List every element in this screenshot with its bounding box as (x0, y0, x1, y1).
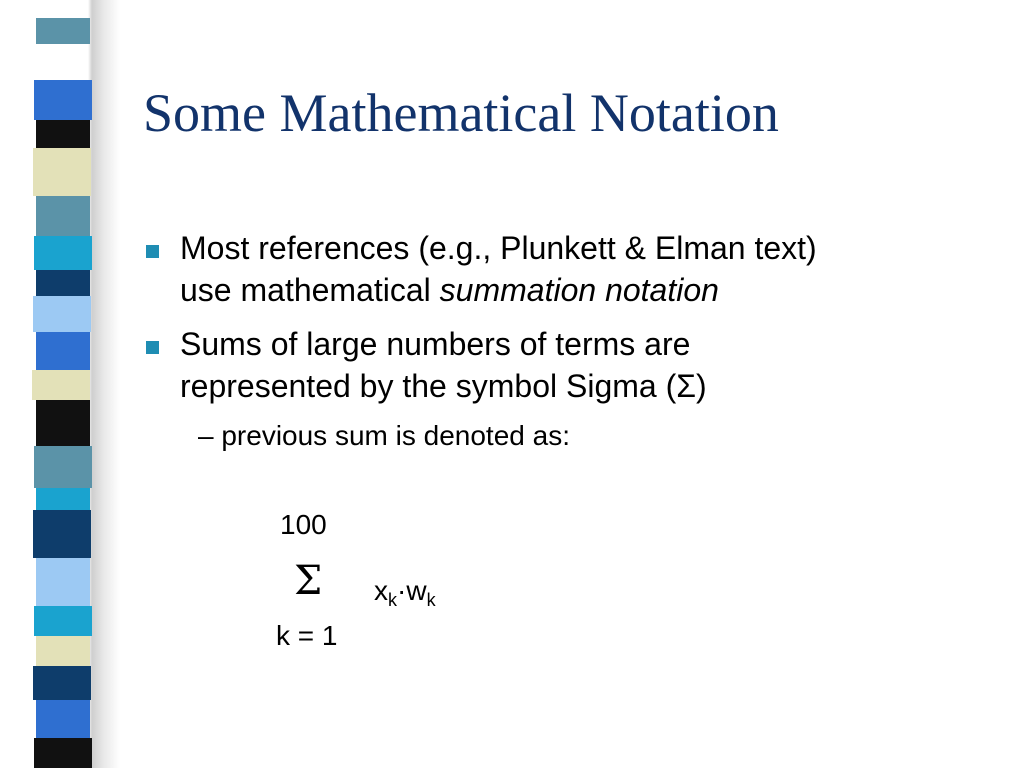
band-block (36, 120, 90, 148)
band-block (36, 18, 90, 44)
bullet-square-icon (146, 245, 159, 258)
slide-title: Some Mathematical Notation (143, 83, 779, 143)
formula-term-x: x (374, 575, 388, 606)
bullet-2-line-1: Sums of large numbers of terms are (180, 326, 691, 362)
formula-term-x-subscript: k (388, 590, 397, 610)
band-block (34, 80, 92, 120)
formula-lower-limit: k = 1 (276, 620, 338, 651)
band-block (32, 370, 90, 400)
formula-term-w-subscript: k (426, 590, 436, 610)
band-block (33, 148, 91, 196)
band-block (36, 636, 90, 666)
band-block (34, 738, 92, 768)
formula-upper-limit: 100 (280, 509, 327, 540)
bullet-square-icon (146, 341, 159, 354)
band-block (36, 196, 90, 236)
sub-bullet: – previous sum is denoted as: (198, 420, 570, 451)
band-block (36, 700, 90, 738)
band-strip (36, 0, 96, 768)
formula-sigma-symbol: Σ (294, 558, 323, 604)
formula-term-w: w (406, 575, 427, 606)
band-block (33, 296, 91, 332)
formula-term (374, 575, 436, 611)
band-block (36, 488, 90, 510)
decorative-side-band (0, 0, 120, 768)
band-block (36, 558, 90, 606)
band-block (36, 270, 90, 296)
bullet-1-emphasis: summation notation (439, 272, 719, 308)
bullet-2-line-2: represented by the symbol Sigma (Σ) (180, 368, 707, 404)
bullet-1-line-2-text: use mathematical (180, 272, 440, 308)
band-block (34, 236, 92, 270)
formula-term-dot: · (397, 575, 407, 606)
bullet-1-line-1: Most references (e.g., Plunkett & Elman text) (180, 230, 817, 266)
band-block (33, 666, 91, 700)
band-block (36, 332, 90, 370)
bullet-1-line-2 (180, 270, 719, 311)
band-block (36, 400, 90, 446)
band-block (34, 606, 92, 636)
band-block (34, 446, 92, 488)
band-block (33, 510, 91, 558)
